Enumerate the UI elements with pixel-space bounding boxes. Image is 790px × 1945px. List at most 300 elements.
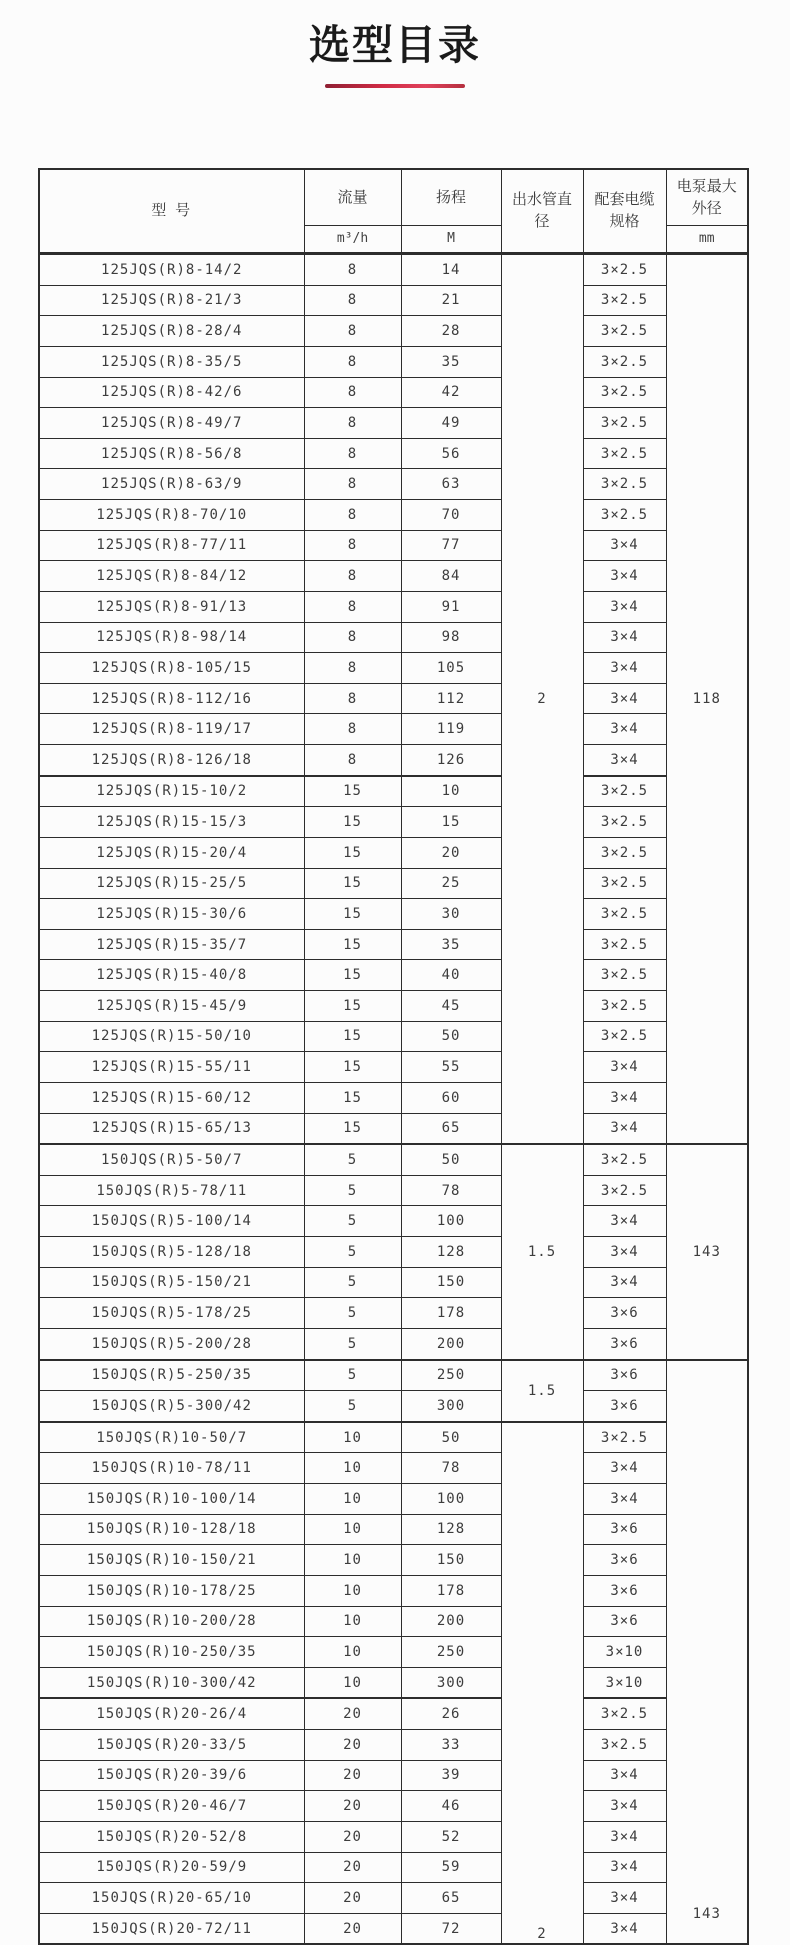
head-cell: 35	[401, 346, 501, 377]
outlet-diameter-cell: 1.5	[501, 1360, 583, 1422]
table-row	[39, 1298, 748, 1329]
model-cell: 125JQS(R)8-91/13	[39, 591, 304, 622]
model-cell: 125JQS(R)8-119/17	[39, 714, 304, 745]
head-cell: 250	[401, 1360, 501, 1391]
cable-spec-cell: 3×2.5	[583, 868, 666, 899]
model-cell: 125JQS(R)8-14/2	[39, 254, 304, 286]
head-cell: 70	[401, 500, 501, 531]
cable-spec-cell: 3×2.5	[583, 899, 666, 930]
flow-cell: 20	[304, 1698, 401, 1729]
flow-cell: 15	[304, 960, 401, 991]
flow-cell: 10	[304, 1453, 401, 1484]
head-cell: 178	[401, 1298, 501, 1329]
model-cell: 150JQS(R)10-150/21	[39, 1545, 304, 1576]
table-header	[39, 169, 748, 254]
cable-spec-cell: 3×4	[583, 1113, 666, 1144]
cable-spec-cell: 3×2.5	[583, 438, 666, 469]
flow-cell: 8	[304, 316, 401, 347]
flow-cell: 8	[304, 622, 401, 653]
flow-cell: 5	[304, 1391, 401, 1422]
model-cell: 150JQS(R)10-300/42	[39, 1667, 304, 1698]
model-cell: 150JQS(R)20-72/11	[39, 1913, 304, 1944]
flow-cell: 5	[304, 1328, 401, 1359]
head-cell: 128	[401, 1237, 501, 1268]
head-cell: 20	[401, 837, 501, 868]
head-cell: 200	[401, 1606, 501, 1637]
cable-spec-cell: 3×4	[583, 1237, 666, 1268]
header-row-main	[39, 169, 748, 226]
model-cell: 150JQS(R)5-200/28	[39, 1328, 304, 1359]
cable-spec-cell: 3×6	[583, 1514, 666, 1545]
flow-cell: 15	[304, 929, 401, 960]
flow-cell: 15	[304, 1113, 401, 1144]
flow-cell: 10	[304, 1606, 401, 1637]
head-cell: 15	[401, 807, 501, 838]
model-cell: 125JQS(R)8-35/5	[39, 346, 304, 377]
selection-table	[38, 168, 749, 1945]
table-row	[39, 991, 748, 1022]
outlet-diameter-column-header	[501, 169, 583, 254]
cable-spec-cell: 3×6	[583, 1575, 666, 1606]
cable-spec-cell: 3×4	[583, 653, 666, 684]
table-row	[39, 714, 748, 745]
cable-spec-cell: 3×2.5	[583, 1730, 666, 1761]
flow-cell: 15	[304, 807, 401, 838]
cable-spec-cell: 3×2.5	[583, 254, 666, 286]
table-row	[39, 346, 748, 377]
table-row	[39, 1484, 748, 1515]
head-cell: 105	[401, 653, 501, 684]
table-row	[39, 1206, 748, 1237]
flow-cell: 10	[304, 1484, 401, 1515]
table-row	[39, 683, 748, 714]
model-cell: 150JQS(R)20-52/8	[39, 1821, 304, 1852]
model-cell: 125JQS(R)15-20/4	[39, 837, 304, 868]
table-row	[39, 1730, 748, 1761]
head-cell: 50	[401, 1422, 501, 1453]
table-row	[39, 1113, 748, 1144]
flow-cell: 8	[304, 653, 401, 684]
model-cell: 125JQS(R)15-55/11	[39, 1052, 304, 1083]
table-row	[39, 1883, 748, 1914]
flow-cell: 8	[304, 254, 401, 286]
flow-cell: 8	[304, 285, 401, 316]
cable-spec-cell: 3×4	[583, 530, 666, 561]
model-cell: 125JQS(R)8-105/15	[39, 653, 304, 684]
table-row	[39, 960, 748, 991]
flow-cell: 15	[304, 837, 401, 868]
table-row	[39, 776, 748, 807]
cable-spec-cell: 3×4	[583, 1206, 666, 1237]
table-row	[39, 899, 748, 930]
flow-cell: 20	[304, 1883, 401, 1914]
flow-cell: 5	[304, 1206, 401, 1237]
head-cell: 14	[401, 254, 501, 286]
table-row	[39, 1667, 748, 1698]
max-od-header-label: 电泵最大外径	[676, 176, 737, 217]
flow-cell: 8	[304, 377, 401, 408]
outlet-diameter-header-label: 出水管直径	[511, 190, 572, 230]
flow-cell: 8	[304, 438, 401, 469]
head-cell: 55	[401, 1052, 501, 1083]
flow-cell: 10	[304, 1545, 401, 1576]
head-cell: 28	[401, 316, 501, 347]
table-body	[39, 254, 748, 1945]
head-cell: 45	[401, 991, 501, 1022]
model-cell: 150JQS(R)10-50/7	[39, 1422, 304, 1453]
table-row	[39, 1545, 748, 1576]
model-cell: 150JQS(R)5-100/14	[39, 1206, 304, 1237]
table-row	[39, 438, 748, 469]
table-row	[39, 1913, 748, 1944]
model-cell: 150JQS(R)20-59/9	[39, 1852, 304, 1883]
cable-spec-cell: 3×4	[583, 1883, 666, 1914]
head-cell: 30	[401, 899, 501, 930]
flow-cell: 15	[304, 1082, 401, 1113]
flow-cell: 5	[304, 1360, 401, 1391]
flow-cell: 5	[304, 1144, 401, 1175]
head-cell: 59	[401, 1852, 501, 1883]
cable-spec-cell: 3×4	[583, 1821, 666, 1852]
table-row	[39, 561, 748, 592]
model-cell: 150JQS(R)20-46/7	[39, 1791, 304, 1822]
table-row	[39, 1360, 748, 1391]
model-cell: 125JQS(R)15-60/12	[39, 1082, 304, 1113]
flow-cell: 10	[304, 1575, 401, 1606]
cable-spec-cell: 3×10	[583, 1667, 666, 1698]
cable-spec-cell: 3×2.5	[583, 500, 666, 531]
head-cell: 98	[401, 622, 501, 653]
head-cell: 178	[401, 1575, 501, 1606]
model-cell: 125JQS(R)8-70/10	[39, 500, 304, 531]
head-cell: 39	[401, 1760, 501, 1791]
head-cell: 250	[401, 1637, 501, 1668]
head-cell: 35	[401, 929, 501, 960]
cable-spec-cell: 3×2.5	[583, 1021, 666, 1052]
table-row	[39, 1514, 748, 1545]
model-cell: 125JQS(R)8-63/9	[39, 469, 304, 500]
table-row	[39, 1637, 748, 1668]
table-row	[39, 1852, 748, 1883]
max-od-column-header	[666, 169, 748, 226]
head-cell: 49	[401, 408, 501, 439]
table-row	[39, 1267, 748, 1298]
table-row	[39, 1144, 748, 1175]
cable-spec-cell: 3×6	[583, 1391, 666, 1422]
flow-cell: 5	[304, 1298, 401, 1329]
outlet-diameter-cell: 2	[501, 1422, 583, 1945]
table-row	[39, 1821, 748, 1852]
head-cell: 112	[401, 683, 501, 714]
table-row	[39, 837, 748, 868]
model-cell: 150JQS(R)5-178/25	[39, 1298, 304, 1329]
head-column-header: 扬程	[401, 169, 501, 226]
flow-cell: 8	[304, 500, 401, 531]
table-row	[39, 1328, 748, 1359]
model-cell: 150JQS(R)10-200/28	[39, 1606, 304, 1637]
flow-cell: 5	[304, 1237, 401, 1268]
flow-cell: 15	[304, 868, 401, 899]
cable-spec-cell: 3×6	[583, 1360, 666, 1391]
flow-cell: 8	[304, 683, 401, 714]
cable-spec-column-header	[583, 169, 666, 254]
head-cell: 84	[401, 561, 501, 592]
model-cell: 125JQS(R)8-49/7	[39, 408, 304, 439]
flow-cell: 8	[304, 469, 401, 500]
head-cell: 50	[401, 1021, 501, 1052]
flow-cell: 10	[304, 1637, 401, 1668]
cable-spec-cell: 3×2.5	[583, 346, 666, 377]
table-row	[39, 1422, 748, 1453]
flow-cell: 10	[304, 1667, 401, 1698]
head-cell: 56	[401, 438, 501, 469]
page-title: 选型目录	[309, 21, 481, 69]
max-od-cell: 143	[666, 1360, 748, 1945]
cable-spec-cell: 3×2.5	[583, 960, 666, 991]
head-cell: 50	[401, 1144, 501, 1175]
outlet-diameter-cell: 1.5	[501, 1144, 583, 1359]
model-cell: 150JQS(R)20-65/10	[39, 1883, 304, 1914]
table-row	[39, 591, 748, 622]
model-cell: 150JQS(R)20-33/5	[39, 1730, 304, 1761]
model-cell: 125JQS(R)15-25/5	[39, 868, 304, 899]
model-cell: 125JQS(R)15-65/13	[39, 1113, 304, 1144]
cable-spec-cell: 3×4	[583, 1484, 666, 1515]
model-cell: 125JQS(R)8-98/14	[39, 622, 304, 653]
head-cell: 26	[401, 1698, 501, 1729]
head-cell: 42	[401, 377, 501, 408]
cable-spec-cell: 3×4	[583, 1267, 666, 1298]
head-cell: 72	[401, 1913, 501, 1944]
model-cell: 125JQS(R)8-28/4	[39, 316, 304, 347]
model-cell: 125JQS(R)8-77/11	[39, 530, 304, 561]
model-cell: 125JQS(R)15-30/6	[39, 899, 304, 930]
cable-spec-cell: 3×6	[583, 1606, 666, 1637]
table-row	[39, 254, 748, 286]
table-row	[39, 1575, 748, 1606]
model-cell: 150JQS(R)5-50/7	[39, 1144, 304, 1175]
model-cell: 150JQS(R)5-150/21	[39, 1267, 304, 1298]
flow-cell: 20	[304, 1760, 401, 1791]
head-cell: 52	[401, 1821, 501, 1852]
table-row	[39, 1237, 748, 1268]
model-cell: 125JQS(R)15-10/2	[39, 776, 304, 807]
table-row	[39, 500, 748, 531]
table-row	[39, 622, 748, 653]
max-od-cell: 118	[666, 254, 748, 1145]
flow-cell: 10	[304, 1514, 401, 1545]
head-cell: 33	[401, 1730, 501, 1761]
cable-spec-cell: 3×2.5	[583, 1698, 666, 1729]
outlet-diameter-cell: 2	[501, 254, 583, 1145]
cable-spec-cell: 3×2.5	[583, 837, 666, 868]
head-unit-header: M	[401, 226, 501, 254]
model-cell: 150JQS(R)5-128/18	[39, 1237, 304, 1268]
model-cell: 125JQS(R)8-112/16	[39, 683, 304, 714]
flow-cell: 8	[304, 714, 401, 745]
cable-spec-cell: 3×2.5	[583, 776, 666, 807]
head-cell: 21	[401, 285, 501, 316]
cable-spec-cell: 3×4	[583, 1852, 666, 1883]
model-column-header: 型 号	[39, 169, 304, 254]
cable-spec-cell: 3×2.5	[583, 929, 666, 960]
model-cell: 150JQS(R)10-128/18	[39, 1514, 304, 1545]
cable-spec-cell: 3×2.5	[583, 408, 666, 439]
flow-cell: 8	[304, 561, 401, 592]
cable-spec-cell: 3×2.5	[583, 316, 666, 347]
model-cell: 125JQS(R)15-15/3	[39, 807, 304, 838]
flow-cell: 8	[304, 530, 401, 561]
table-row	[39, 377, 748, 408]
head-cell: 150	[401, 1267, 501, 1298]
flow-cell: 20	[304, 1730, 401, 1761]
table-row	[39, 469, 748, 500]
flow-cell: 20	[304, 1852, 401, 1883]
selection-table-wrapper	[38, 168, 749, 1945]
cable-spec-cell: 3×4	[583, 561, 666, 592]
cable-spec-cell: 3×4	[583, 591, 666, 622]
cable-spec-cell: 3×2.5	[583, 807, 666, 838]
cable-spec-cell: 3×4	[583, 745, 666, 776]
head-cell: 78	[401, 1175, 501, 1206]
model-cell: 150JQS(R)10-250/35	[39, 1637, 304, 1668]
table-row	[39, 1391, 748, 1422]
table-row	[39, 1453, 748, 1484]
table-row	[39, 530, 748, 561]
cable-spec-header-label: 配套电缆规格	[594, 190, 655, 230]
cable-spec-cell: 3×4	[583, 1913, 666, 1944]
od-unit-header: mm	[666, 226, 748, 254]
flow-cell: 8	[304, 591, 401, 622]
model-cell: 125JQS(R)8-21/3	[39, 285, 304, 316]
max-od-cell: 143	[666, 1144, 748, 1359]
table-row	[39, 1760, 748, 1791]
flow-cell: 15	[304, 899, 401, 930]
table-row	[39, 1021, 748, 1052]
cable-spec-cell: 3×2.5	[583, 1422, 666, 1453]
cable-spec-cell: 3×4	[583, 1791, 666, 1822]
head-cell: 150	[401, 1545, 501, 1576]
head-cell: 63	[401, 469, 501, 500]
flow-cell: 10	[304, 1422, 401, 1453]
model-cell: 125JQS(R)15-40/8	[39, 960, 304, 991]
flow-cell: 8	[304, 346, 401, 377]
cable-spec-cell: 3×6	[583, 1298, 666, 1329]
flow-column-header: 流量	[304, 169, 401, 226]
table-row	[39, 408, 748, 439]
flow-cell: 8	[304, 408, 401, 439]
table-row	[39, 1698, 748, 1729]
cable-spec-cell: 3×4	[583, 1760, 666, 1791]
model-cell: 150JQS(R)20-26/4	[39, 1698, 304, 1729]
flow-unit-header: m³/h	[304, 226, 401, 254]
table-row	[39, 807, 748, 838]
cable-spec-cell: 3×4	[583, 683, 666, 714]
cable-spec-cell: 3×2.5	[583, 991, 666, 1022]
head-cell: 300	[401, 1667, 501, 1698]
cable-spec-cell: 3×4	[583, 622, 666, 653]
table-row	[39, 1175, 748, 1206]
cable-spec-cell: 3×4	[583, 1453, 666, 1484]
head-cell: 46	[401, 1791, 501, 1822]
cable-spec-cell: 3×6	[583, 1545, 666, 1576]
model-cell: 125JQS(R)8-84/12	[39, 561, 304, 592]
head-cell: 91	[401, 591, 501, 622]
table-row	[39, 929, 748, 960]
title-underline-accent	[325, 84, 465, 88]
head-cell: 77	[401, 530, 501, 561]
model-cell: 125JQS(R)15-35/7	[39, 929, 304, 960]
table-row	[39, 1052, 748, 1083]
model-cell: 150JQS(R)10-178/25	[39, 1575, 304, 1606]
head-cell: 40	[401, 960, 501, 991]
cable-spec-cell: 3×2.5	[583, 377, 666, 408]
flow-cell: 20	[304, 1913, 401, 1944]
head-cell: 100	[401, 1206, 501, 1237]
model-cell: 150JQS(R)5-250/35	[39, 1360, 304, 1391]
table-row	[39, 868, 748, 899]
model-cell: 150JQS(R)5-78/11	[39, 1175, 304, 1206]
model-cell: 150JQS(R)5-300/42	[39, 1391, 304, 1422]
head-cell: 65	[401, 1883, 501, 1914]
flow-cell: 15	[304, 776, 401, 807]
table-row	[39, 1082, 748, 1113]
table-row	[39, 1791, 748, 1822]
model-cell: 125JQS(R)8-42/6	[39, 377, 304, 408]
head-cell: 60	[401, 1082, 501, 1113]
model-cell: 125JQS(R)8-56/8	[39, 438, 304, 469]
flow-cell: 20	[304, 1821, 401, 1852]
head-cell: 78	[401, 1453, 501, 1484]
flow-cell: 15	[304, 991, 401, 1022]
flow-cell: 15	[304, 1021, 401, 1052]
head-cell: 119	[401, 714, 501, 745]
flow-cell: 15	[304, 1052, 401, 1083]
model-cell: 150JQS(R)10-100/14	[39, 1484, 304, 1515]
head-cell: 128	[401, 1514, 501, 1545]
head-cell: 100	[401, 1484, 501, 1515]
head-cell: 65	[401, 1113, 501, 1144]
model-cell: 150JQS(R)10-78/11	[39, 1453, 304, 1484]
head-cell: 200	[401, 1328, 501, 1359]
cable-spec-cell: 3×4	[583, 714, 666, 745]
head-cell: 25	[401, 868, 501, 899]
cable-spec-cell: 3×6	[583, 1328, 666, 1359]
model-cell: 150JQS(R)20-39/6	[39, 1760, 304, 1791]
model-cell: 125JQS(R)15-45/9	[39, 991, 304, 1022]
flow-cell: 20	[304, 1791, 401, 1822]
cable-spec-cell: 3×2.5	[583, 285, 666, 316]
head-cell: 300	[401, 1391, 501, 1422]
table-row	[39, 285, 748, 316]
flow-cell: 5	[304, 1267, 401, 1298]
cable-spec-cell: 3×2.5	[583, 1175, 666, 1206]
cable-spec-cell: 3×4	[583, 1052, 666, 1083]
head-cell: 126	[401, 745, 501, 776]
model-cell: 125JQS(R)8-126/18	[39, 745, 304, 776]
head-cell: 10	[401, 776, 501, 807]
cable-spec-cell: 3×2.5	[583, 469, 666, 500]
flow-cell: 8	[304, 745, 401, 776]
table-row	[39, 1606, 748, 1637]
cable-spec-cell: 3×4	[583, 1082, 666, 1113]
flow-cell: 5	[304, 1175, 401, 1206]
table-row	[39, 745, 748, 776]
cable-spec-cell: 3×2.5	[583, 1144, 666, 1175]
table-row	[39, 316, 748, 347]
cable-spec-cell: 3×10	[583, 1637, 666, 1668]
model-cell: 125JQS(R)15-50/10	[39, 1021, 304, 1052]
